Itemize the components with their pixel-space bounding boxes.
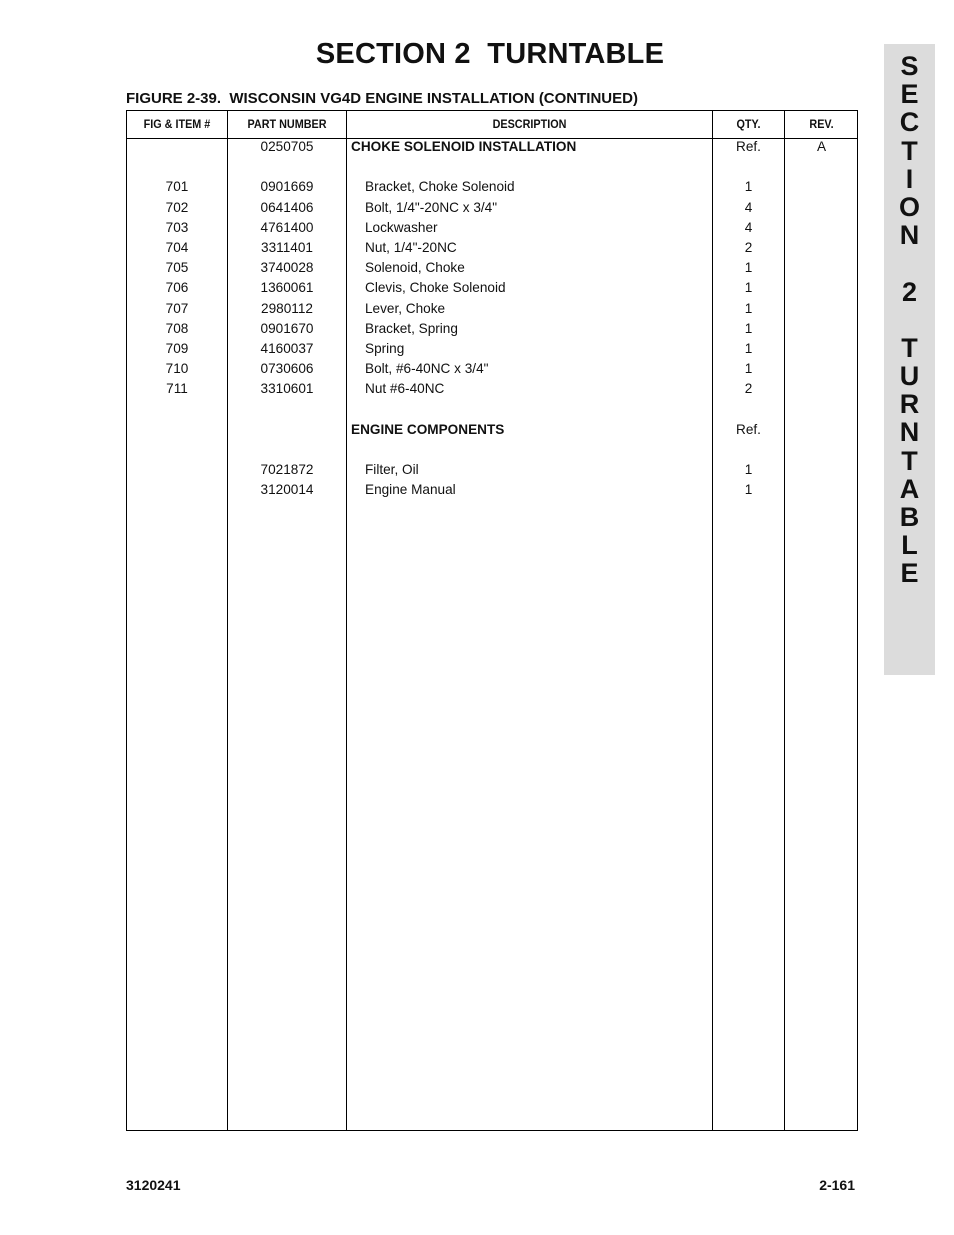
side-tab-letter: L <box>901 530 918 561</box>
qty-cell: 1 <box>744 260 753 276</box>
description-cell: Clevis, Choke Solenoid <box>365 280 506 296</box>
rev-cell <box>785 482 858 502</box>
rev-cell <box>785 179 858 199</box>
part-number-cell: 0250705 <box>260 139 314 154</box>
fig-item-cell: 706 <box>165 280 189 296</box>
fig-item-cell: 702 <box>165 199 189 215</box>
part-number-cell <box>228 159 346 179</box>
document-number: 3120241 <box>126 1177 181 1193</box>
table-row <box>127 240 857 260</box>
fig-item-cell <box>127 401 227 421</box>
part-number-cell: 2980112 <box>261 300 313 316</box>
fig-item-cell: 708 <box>165 320 189 336</box>
rev-cell: A <box>816 139 827 154</box>
rev-cell <box>785 159 858 179</box>
table-row <box>127 301 857 321</box>
table-row <box>127 159 857 179</box>
side-tab-text <box>884 52 935 588</box>
section-side-tab <box>884 44 935 675</box>
rev-cell <box>785 280 858 300</box>
part-number-cell <box>228 401 346 421</box>
qty-cell: 1 <box>744 179 753 195</box>
qty-cell: 1 <box>744 280 753 296</box>
part-number-cell: 4160037 <box>260 340 314 356</box>
rev-cell <box>785 361 858 381</box>
table-row <box>127 422 857 442</box>
qty-cell: Ref. <box>736 139 761 154</box>
qty-cell: Ref. <box>736 421 761 437</box>
table-row <box>127 179 857 199</box>
parts-rows <box>127 139 857 502</box>
table-row <box>127 220 857 240</box>
description-cell: Lockwasher <box>365 219 438 235</box>
fig-item-cell: 701 <box>165 179 189 195</box>
part-number-cell: 1360061 <box>260 280 314 296</box>
column-header-description: DESCRIPTION <box>492 117 567 131</box>
side-tab-letter: T <box>901 135 918 166</box>
fig-item-cell <box>127 159 227 179</box>
table-row <box>127 361 857 381</box>
description-cell: Filter, Oil <box>365 462 419 477</box>
fig-item-cell: 704 <box>165 239 189 255</box>
part-number-cell: 3120014 <box>260 482 314 498</box>
qty-cell: 2 <box>744 381 753 397</box>
qty-cell: 2 <box>744 239 753 255</box>
rev-cell <box>785 381 858 401</box>
table-row <box>127 341 857 361</box>
part-number-cell: 7021872 <box>260 462 314 477</box>
qty-cell <box>713 442 784 462</box>
qty-cell: 1 <box>744 482 753 498</box>
fig-item-cell: 711 <box>166 381 188 397</box>
qty-cell: 1 <box>744 300 753 316</box>
table-row <box>127 260 857 280</box>
description-cell: Nut, 1/4"-20NC <box>365 239 457 255</box>
part-number-cell <box>228 442 346 462</box>
column-header-fig-item: FIG & ITEM # <box>143 117 211 131</box>
fig-item-cell: 703 <box>165 219 189 235</box>
part-number-cell: 0641406 <box>260 199 314 215</box>
column-header-part-number: PART NUMBER <box>247 117 327 131</box>
part-number-cell <box>228 422 346 442</box>
part-number-cell: 3311401 <box>261 239 313 255</box>
qty-cell: 1 <box>744 340 753 356</box>
description-cell: CHOKE SOLENOID INSTALLATION <box>351 139 577 154</box>
table-row <box>127 462 857 482</box>
qty-cell: 1 <box>744 462 753 477</box>
table-row <box>127 401 857 421</box>
section-title: SECTION 2 TURNTABLE <box>315 38 665 70</box>
rev-cell <box>785 422 858 442</box>
side-tab-letter: U <box>899 361 920 392</box>
fig-item-cell <box>127 422 227 442</box>
side-tab-letter: N <box>899 417 920 448</box>
rev-cell <box>785 240 858 260</box>
description-cell <box>365 401 725 421</box>
qty-cell <box>713 401 784 421</box>
qty-cell: 4 <box>744 219 753 235</box>
column-header-rev: REV. <box>809 117 834 131</box>
rev-cell <box>785 401 858 421</box>
side-tab-letter: N <box>899 220 920 251</box>
rev-cell <box>785 462 858 482</box>
rev-cell <box>785 260 858 280</box>
description-cell: Bracket, Spring <box>365 320 458 336</box>
table-row <box>127 442 857 462</box>
qty-cell: 1 <box>744 320 753 336</box>
side-tab-letter: E <box>900 558 919 589</box>
fig-item-cell <box>127 442 227 462</box>
table-row <box>127 280 857 300</box>
side-tab-letter: A <box>899 473 920 504</box>
side-tab-letter: C <box>899 107 920 138</box>
side-tab-letter: T <box>901 332 918 363</box>
rev-cell <box>785 442 858 462</box>
rev-cell <box>785 200 858 220</box>
part-number-cell: 0901669 <box>260 179 314 195</box>
part-number-cell: 0730606 <box>260 361 314 377</box>
figure-title: FIGURE 2-39. WISCONSIN VG4D ENGINE INSTALLATION (CONTINUED) <box>126 90 638 107</box>
description-cell: Engine Manual <box>365 482 456 498</box>
part-number-cell: 4761400 <box>260 219 314 235</box>
side-tab-letter: T <box>901 445 918 476</box>
qty-cell <box>713 159 784 179</box>
description-cell <box>365 442 725 462</box>
fig-item-cell <box>127 462 227 482</box>
description-cell: Solenoid, Choke <box>365 260 465 276</box>
description-cell: Bolt, #6-40NC x 3/4" <box>365 361 489 377</box>
description-cell: Lever, Choke <box>365 300 446 316</box>
fig-item-cell <box>127 139 227 159</box>
page-number: 2-161 <box>819 1177 855 1193</box>
part-number-cell: 3740028 <box>260 260 314 276</box>
side-tab-letter: E <box>900 79 919 110</box>
description-cell: ENGINE COMPONENTS <box>351 421 505 437</box>
table-row <box>127 321 857 341</box>
description-cell <box>365 159 725 179</box>
rev-cell <box>785 220 858 240</box>
side-tab-letter: S <box>900 51 919 81</box>
description-cell: Bracket, Choke Solenoid <box>365 179 515 195</box>
part-number-cell: 0901670 <box>260 320 314 336</box>
parts-table <box>126 110 858 1131</box>
side-tab-letter: 2 <box>901 276 918 307</box>
rev-cell <box>785 321 858 341</box>
fig-item-cell: 710 <box>165 361 189 377</box>
fig-item-cell: 707 <box>165 300 189 316</box>
table-row <box>127 139 857 159</box>
side-tab-letter: O <box>898 191 920 222</box>
side-tab-letter: R <box>899 389 920 420</box>
description-cell: Spring <box>365 340 405 356</box>
column-header-qty: QTY. <box>736 117 761 131</box>
side-tab-letter: B <box>899 502 920 532</box>
table-row <box>127 482 857 502</box>
rev-cell <box>785 301 858 321</box>
fig-item-cell: 709 <box>165 340 189 356</box>
fig-item-cell <box>127 482 227 502</box>
rev-cell <box>785 341 858 361</box>
part-number-cell: 3310601 <box>260 381 314 397</box>
table-row <box>127 381 857 401</box>
description-cell: Bolt, 1/4"-20NC x 3/4" <box>365 199 498 215</box>
table-row <box>127 200 857 220</box>
fig-item-cell: 705 <box>165 260 189 276</box>
qty-cell: 4 <box>744 199 753 215</box>
description-cell: Nut #6-40NC <box>365 381 445 397</box>
qty-cell: 1 <box>744 361 753 377</box>
side-tab-letter: I <box>905 163 914 194</box>
